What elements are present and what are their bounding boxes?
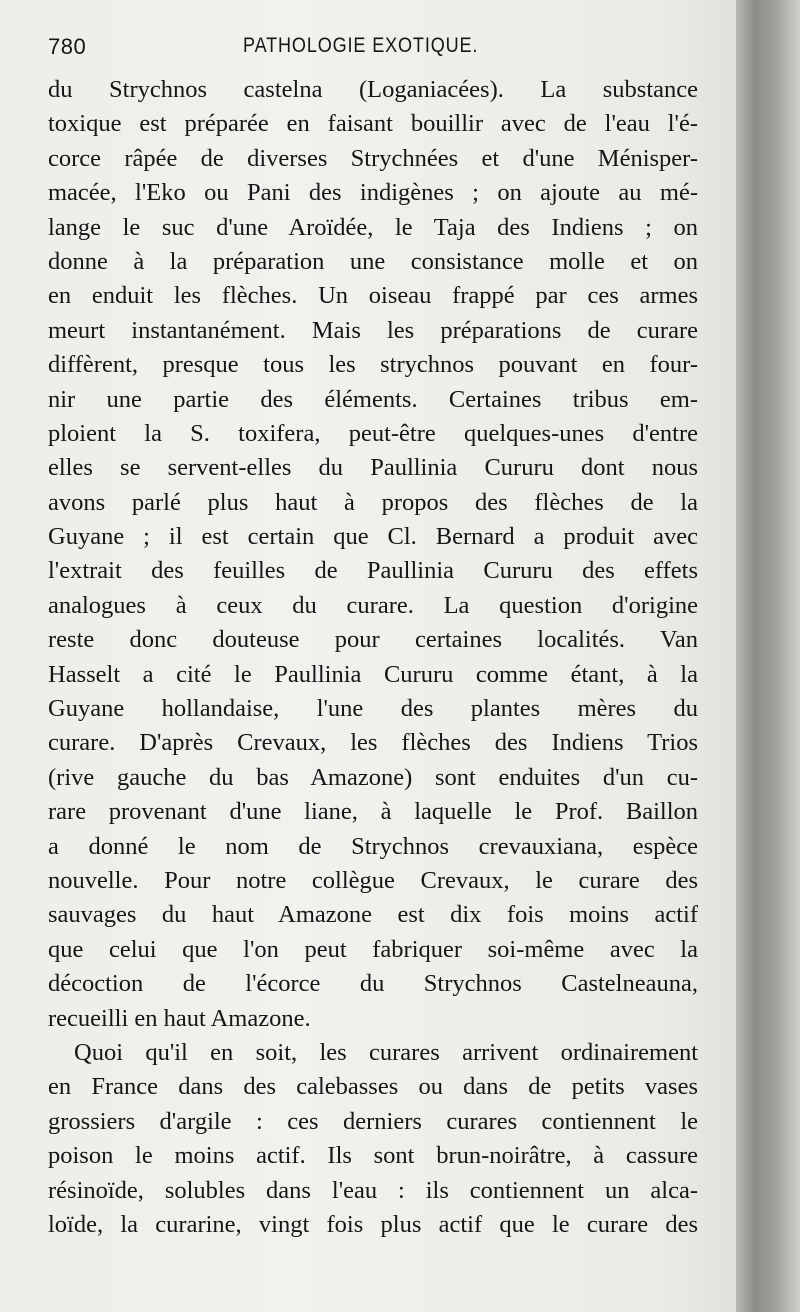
text-line: rare provenant d'une liane, à laquelle le Prof. Baillon bbox=[48, 798, 698, 826]
text-line: ploient la S. toxifera, peut-être quelques-unes d'entre bbox=[48, 419, 698, 447]
text-line: Guyane hollandaise, l'une des plantes mères du bbox=[48, 695, 698, 723]
text-line: curare. D'après Crevaux, les flèches des Indiens Trios bbox=[48, 729, 698, 757]
body-text bbox=[48, 73, 698, 1242]
text-line: reste donc douteuse pour certaines localités. Van bbox=[48, 626, 698, 654]
text-line: lange le suc d'une Aroïdée, le Taja des Indiens ; on bbox=[48, 213, 698, 241]
text-line: (rive gauche du bas Amazone) sont enduites d'un cu- bbox=[48, 763, 698, 791]
text-line: en enduit les flèches. Un oiseau frappé par ces armes bbox=[48, 282, 698, 310]
text-line: l'extrait des feuilles de Paullinia Cururu des effets bbox=[48, 557, 698, 585]
text-line: Hasselt a cité le Paullinia Cururu comme étant, à la bbox=[48, 660, 698, 688]
text-line: grossiers d'argile : ces derniers curares contiennent le bbox=[48, 1107, 698, 1135]
text-line: a donné le nom de Strychnos crevauxiana, espèce bbox=[48, 832, 698, 860]
book-gutter-shadow bbox=[736, 0, 800, 1312]
text-line: corce râpée de diverses Strychnées et d'une Ménisper- bbox=[48, 144, 698, 172]
paragraph-start-line: Quoi qu'il en soit, les curares arrivent ordinairement bbox=[74, 1038, 698, 1066]
text-line: sauvages du haut Amazone est dix fois moins actif bbox=[48, 901, 698, 929]
running-title: PATHOLOGIE EXOTIQUE. bbox=[243, 34, 479, 57]
text-line: recueilli en haut Amazone. bbox=[48, 1004, 311, 1032]
text-line: du Strychnos castelna (Loganiacées). La substance bbox=[48, 76, 698, 103]
text-line: diffèrent, presque tous les strychnos pouvant en four- bbox=[48, 351, 698, 379]
text-line: elles se servent-elles du Paullinia Cururu dont nous bbox=[48, 454, 698, 482]
text-line: Guyane ; il est certain que Cl. Bernard a produit avec bbox=[48, 523, 698, 551]
text-line: décoction de l'écorce du Strychnos Castelneauna, bbox=[48, 970, 698, 998]
text-line: meurt instantanément. Mais les préparations de curare bbox=[48, 316, 698, 344]
text-line: en France dans des calebasses ou dans de petits vases bbox=[48, 1073, 698, 1101]
text-line: que celui que l'on peut fabriquer soi-même avec la bbox=[48, 935, 698, 963]
text-line: donne à la préparation une consistance molle et on bbox=[48, 247, 698, 275]
page-header bbox=[48, 34, 698, 64]
text-line: résinoïde, solubles dans l'eau : ils contiennent un alca- bbox=[48, 1176, 698, 1204]
text-line: poison le moins actif. Ils sont brun-noirâtre, à cassure bbox=[48, 1142, 698, 1170]
text-line: analogues à ceux du curare. La question d'origine bbox=[48, 591, 698, 619]
text-line: loïde, la curarine, vingt fois plus actif que le curare des bbox=[48, 1210, 698, 1238]
text-line: macée, l'Eko ou Pani des indigènes ; on ajoute au mé- bbox=[48, 179, 698, 207]
text-line: toxique est préparée en faisant bouillir avec de l'eau l'é- bbox=[48, 110, 698, 138]
text-line: avons parlé plus haut à propos des flèches de la bbox=[48, 488, 698, 516]
text-line: nir une partie des éléments. Certaines tribus em- bbox=[48, 385, 698, 413]
page-number: 780 bbox=[48, 34, 87, 59]
text-line: nouvelle. Pour notre collègue Crevaux, le curare des bbox=[48, 866, 698, 894]
